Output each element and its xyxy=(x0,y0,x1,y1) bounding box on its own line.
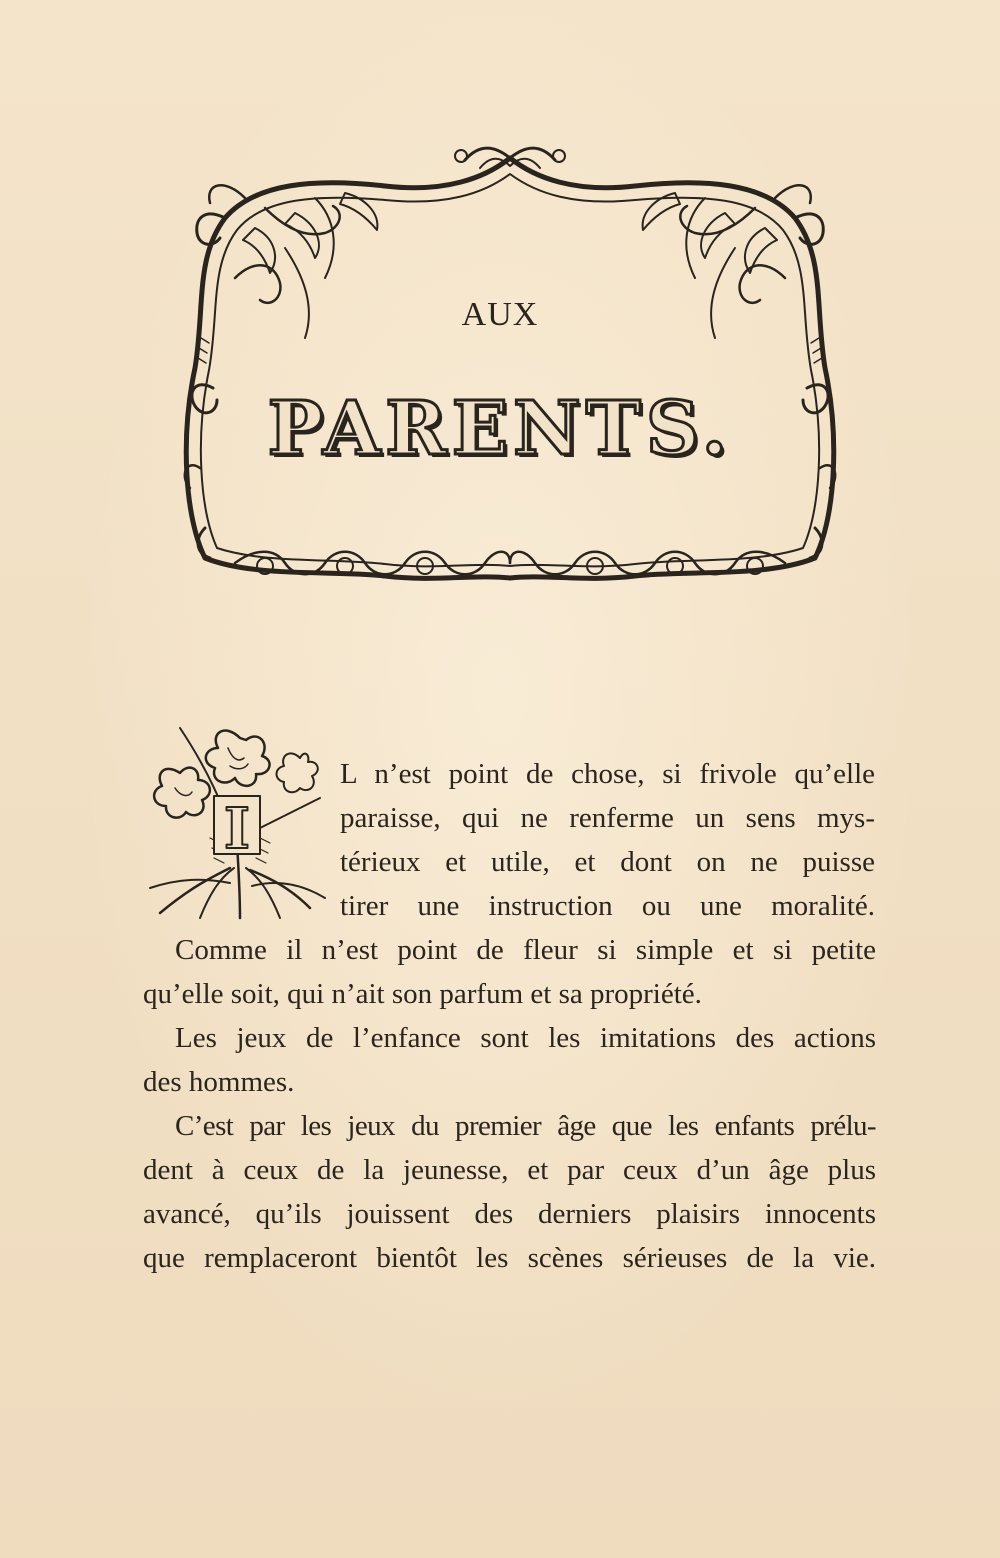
page-title: PARENTS. xyxy=(267,386,733,472)
text-line: que remplaceront bientôt les scènes sérieuses de la vie. xyxy=(143,1242,876,1274)
text-line: térieux et utile, et dont on ne puisse xyxy=(340,846,875,878)
text-line: Comme il n’est point de fleur si simple et si petite xyxy=(175,934,876,966)
title-aux: AUX xyxy=(461,296,539,333)
ornamental-frame-icon xyxy=(165,138,855,598)
text-line: qu’elle soit, qui n’ait son parfum et sa propriété. xyxy=(143,978,702,1010)
text-line: avancé, qu’ils jouissent des derniers plaisirs innocents xyxy=(143,1198,876,1230)
text-line: L n’est point de chose, si frivole qu’elle xyxy=(340,758,875,790)
dropcap-letter: I xyxy=(223,796,251,862)
text-line: dent à ceux de la jeunesse, et par ceux d’un âge plus xyxy=(143,1154,876,1186)
text-line: C’est par les jeux du premier âge que les enfants prélu- xyxy=(175,1110,876,1142)
iris-dropcap-icon xyxy=(140,718,330,928)
text-line: tirer une instruction ou une moralité. xyxy=(340,890,875,922)
text-line: des hommes. xyxy=(143,1066,295,1098)
text-line: paraisse, qui ne renferme un sens mys- xyxy=(340,802,875,834)
text-line: Les jeux de l’enfance sont les imitations des actions xyxy=(175,1022,876,1054)
